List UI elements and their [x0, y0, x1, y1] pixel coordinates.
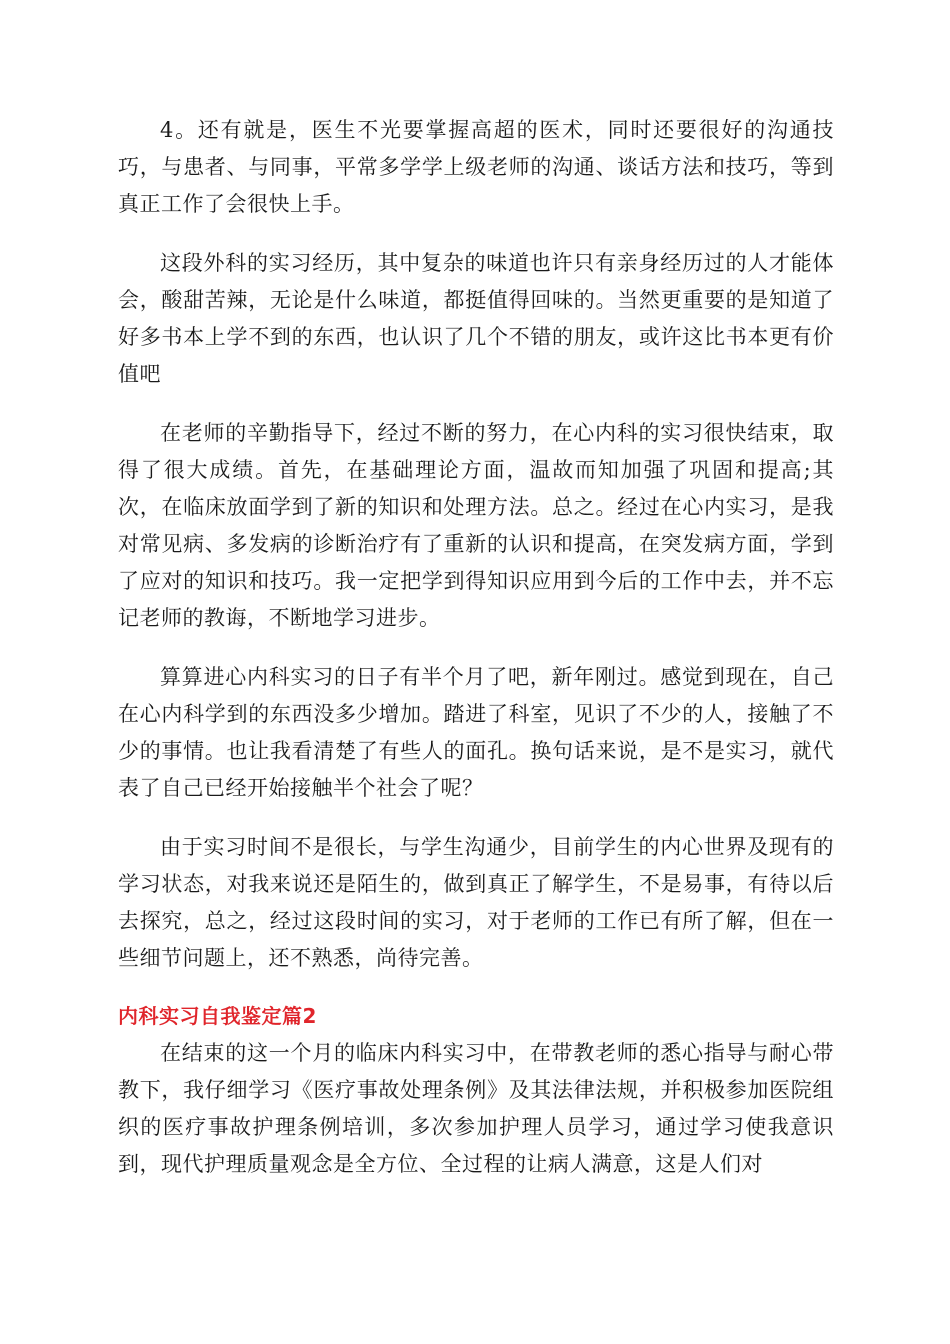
paragraph-internship-time: 由于实习时间不是很长，与学生沟通少，目前学生的内心世界及现有的学习状态，对我来说还是陌生的，做到真正了解学生，不是易事，有待以后去探究，总之，经过这段时间的实习，对于老师的工作已有所了解，但在一些细节问题上，还不熟悉，尚待完善。	[118, 835, 834, 970]
paragraph-surgery-internship: 这段外科的实习经历，其中复杂的味道也许只有亲身经历过的人才能体会，酸甜苦辣，无论是什么味道，都挺值得回味的。当然更重要的是知道了好多书本上学不到的东西，也认识了几个不错的朋友，或许这比书本更有价值吧	[118, 251, 834, 386]
paragraph-half-month: 算算进心内科实习的日子有半个月了吧，新年刚过。感觉到现在，自己在心内科学到的东西没多少增加。踏进了科室，见识了不少的人，接触了不少的事情。也让我看清楚了有些人的面孔。换句话来说，是不是实习，就代表了自己已经开始接触半个社会了呢？	[118, 665, 834, 800]
paragraph-section-intro: 在结束的这一个月的临床内科实习中，在带教老师的悉心指导与耐心带教下，我仔细学习《医疗事故处理条例》及其法律法规，并积极参加医院组织的医疗事故护理条例培训，多次参加护理人员学习，通过学习使我意识到，现代护理质量观念是全方位、全过程的让病人满意，这是人们对	[118, 1041, 834, 1176]
paragraph-cardiology-summary: 在老师的辛勤指导下，经过不断的努力，在心内科的实习很快结束，取得了很大成绩。首先，在基础理论方面，温故而知加强了巩固和提高;其次，在临床放面学到了新的知识和处理方法。总之。经过在心内实习，是我对常见病、多发病的诊断治疗有了重新的认识和提高，在突发病方面，学到了应对的知识和技巧。我一定把学到得知识应用到今后的工作中去，并不忘记老师的教诲，不断地学习进步。	[118, 421, 834, 630]
document-body	[118, 112, 834, 1205]
paragraph-communication-skills: 4。还有就是，医生不光要掌握高超的医术，同时还要很好的沟通技巧，与患者、与同事，平常多学学上级老师的沟通、谈话方法和技巧，等到真正工作了会很快上手。	[118, 118, 834, 216]
section-heading: 内科实习自我鉴定篇2	[118, 1004, 317, 1028]
